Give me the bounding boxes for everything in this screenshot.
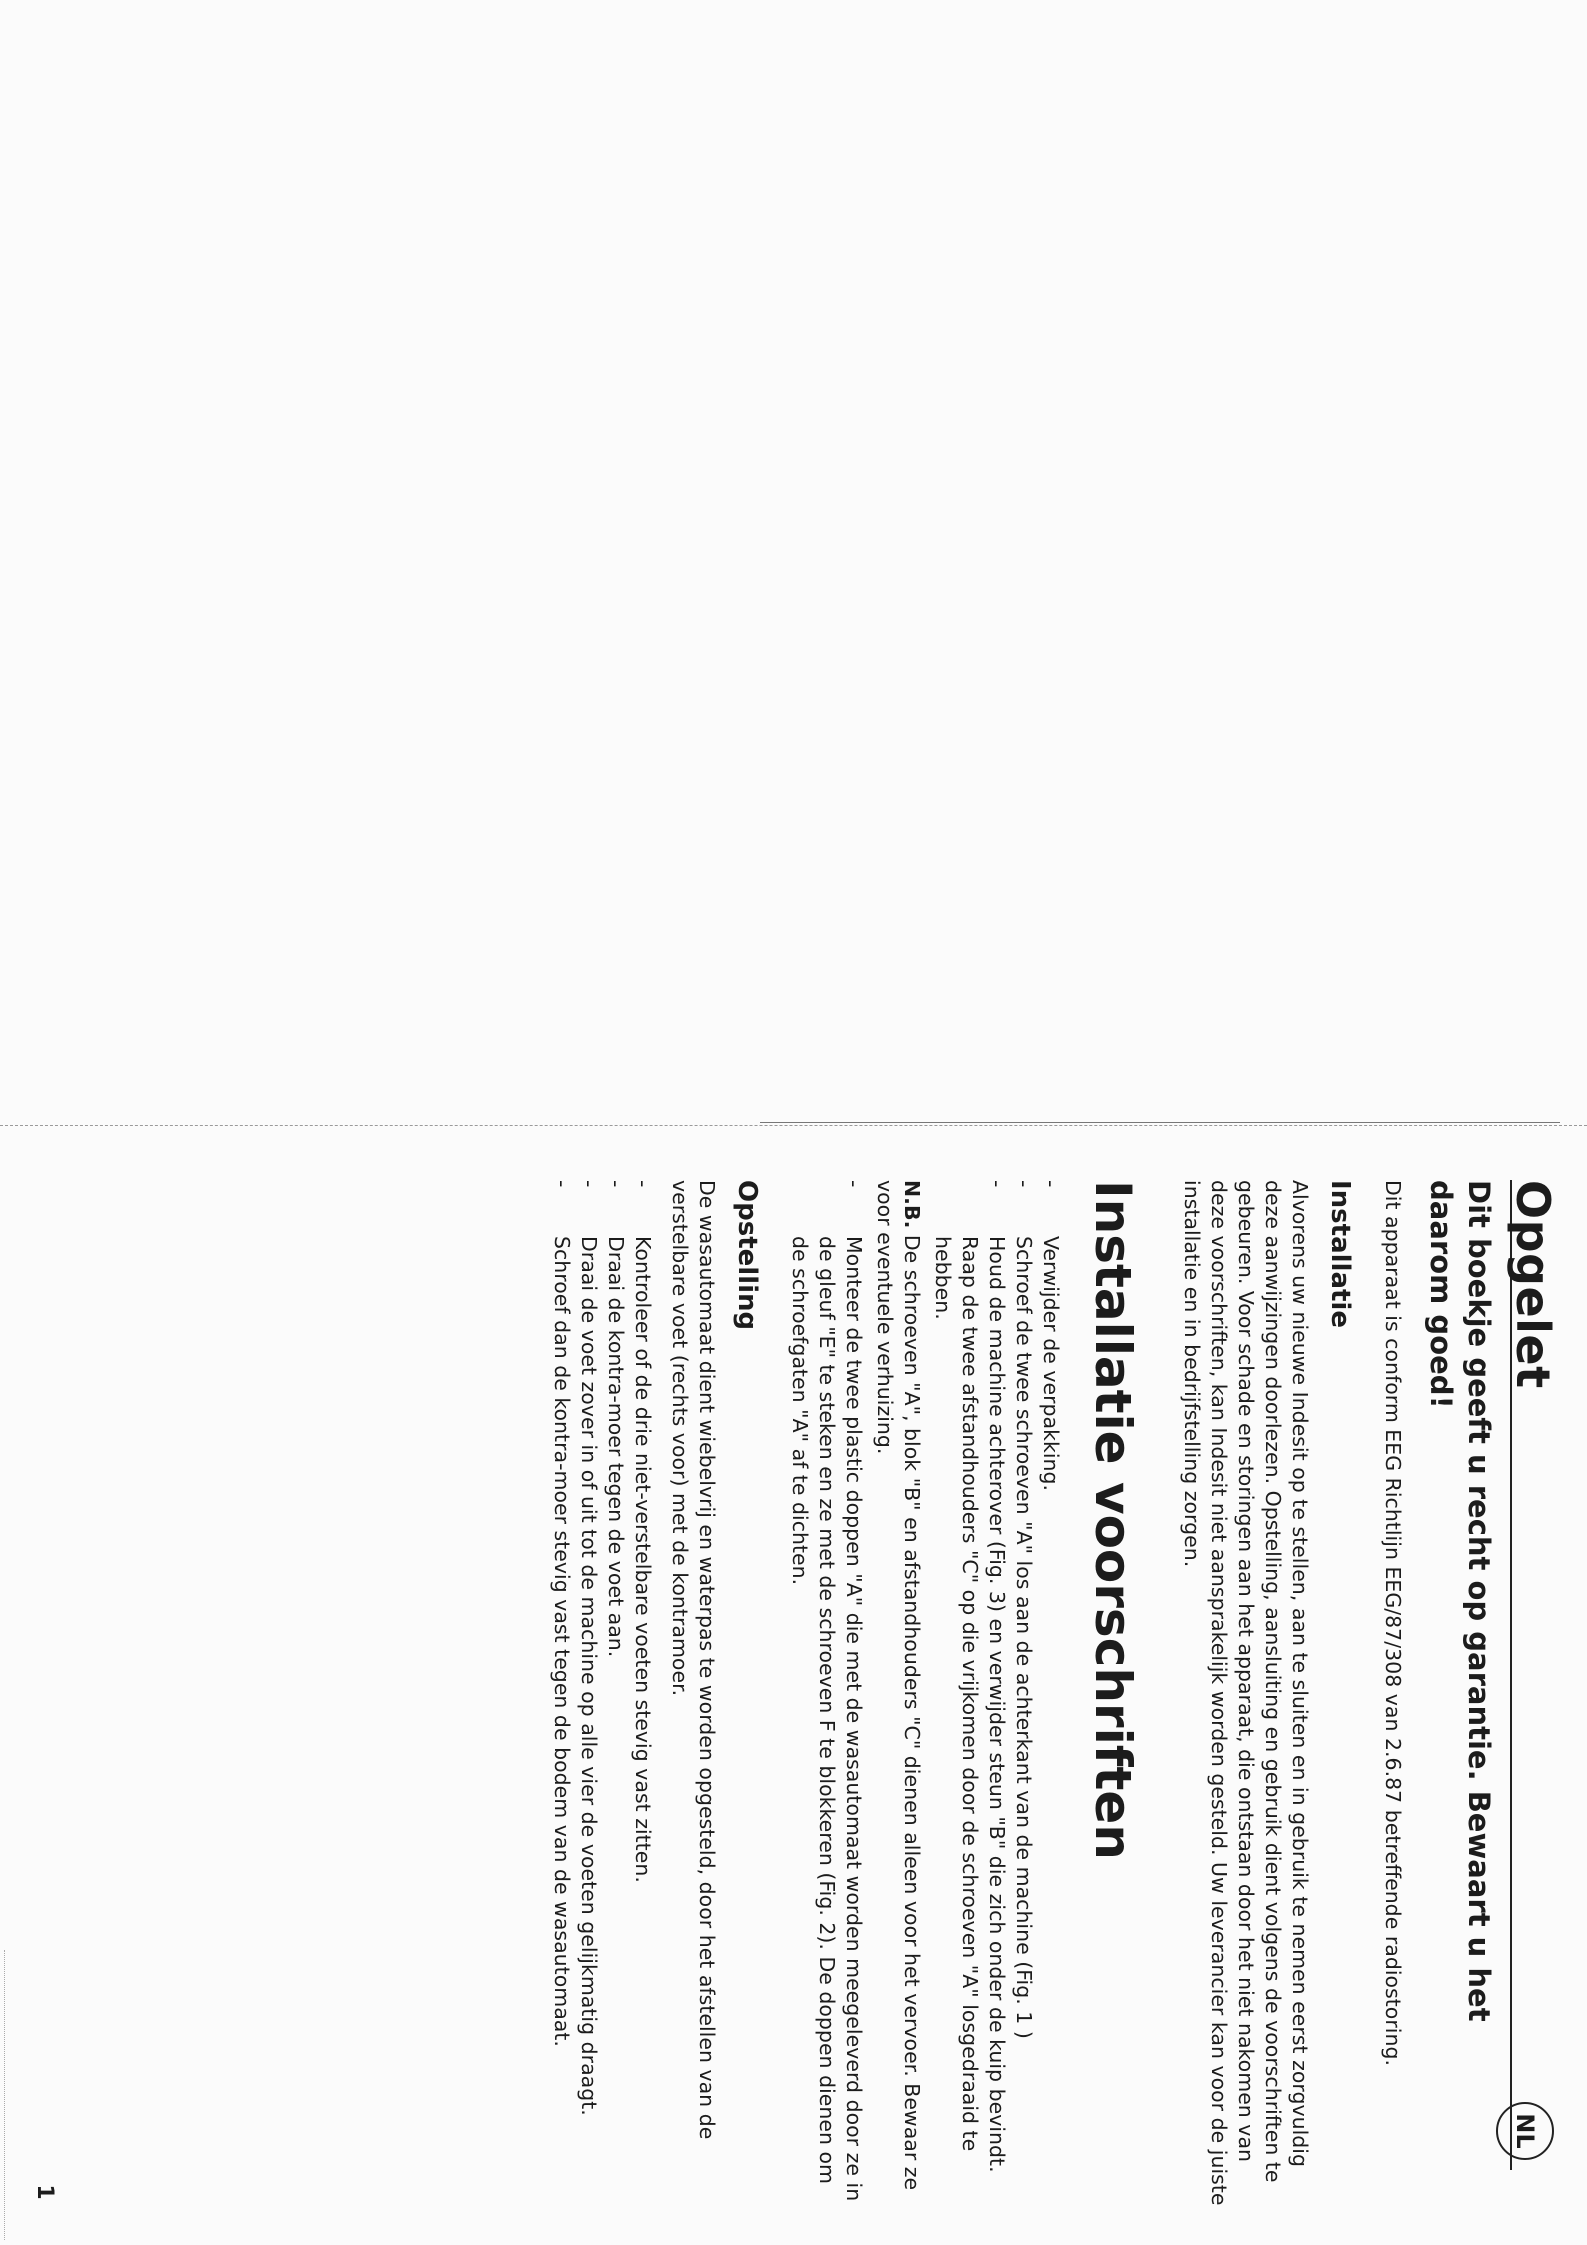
list-item: - Kontroleer of de drie niet-verstelbare voeten stevig vast zitten. [629, 1180, 656, 2210]
fold-line-upper [760, 1122, 1560, 1123]
list-item: - Verwijder de verpakking. [1037, 1180, 1064, 2210]
installatie-text: Alvorens uw nieuwe Indesit op te stellen, aan te sluiten en in gebruik te nemen eerst zorgvuldig deze aanwijzingen doorlezen. Opstelling, aansluiting en gebruik dient volgens de voorschriften te gebeuren. Voor schade en storingen aan het apparaat, die ontstaan door het niet nakomen van deze voorschriften, kan Indesit niet aansprakelijk worden gesteld. Uw leverancier kan voor de juiste installatie en in bedrijfstelling zorgen. [1180, 1180, 1312, 2206]
section-title-installatie: Installatie [1325, 1180, 1355, 1328]
language-badge: NL [1496, 2102, 1554, 2160]
nb-note [871, 1180, 925, 2210]
nb-label: N.B. [900, 1180, 924, 1229]
section-title-opstelling: Opstelling [732, 1180, 762, 1331]
list-item: - Draai de kontra-moer tegen de voet aan. [602, 1180, 629, 2210]
list-item: - Schroef dan de kontra-moer stevig vast tegen de bodem van de wasautomaat. [548, 1180, 575, 2210]
opstelling-list [548, 1180, 656, 2210]
list-item: - Houd de machine achterover (Fig. 3) en verwijder steun "B" die zich onder de kuip bevindt. Raap de twee afstandhouders "C" op die vrijkomen door de schroeven "A" losgedraaid te hebben. [929, 1180, 1010, 2210]
page-number: 1 [32, 2184, 57, 2200]
list-item: - Monteer de twee plastic doppen "A" die met de wasautomaat worden meegeleverd door ze in de gleuf "E" te steken en ze met de schroeven F te blokkeren (Fig. 2). De doppen dienen om de schroefgaten "A" af te dichten. [786, 1180, 867, 2210]
fold-line [0, 1125, 1587, 1126]
list-item: - Schroef de twee schroeven "A" los aan de achterkant van de machine (Fig. 1 ) [1010, 1180, 1037, 2210]
warranty-notice: Dit boekje geeft u recht op garantie. Bewaart u het daarom goed! [1424, 1180, 1496, 2022]
opstelling-text: De wasautomaat dient wiebelvrij en waterpas te worden opgesteld, door het afstellen van de verstelbare voet (rechts voor) met de kontramoer. [668, 1180, 719, 2140]
page-title: Opgelet [1506, 1180, 1560, 1389]
voorschriften-list [786, 1180, 1064, 2210]
conformity-text: Dit apparaat is conform EEG Richtlijn EEG/87/308 van 2.6.87 betreffende radiostoring. [1381, 1180, 1405, 2066]
nb-text: De schroeven "A", blok "B" en afstandhouders "C" dienen alleen voor het vervoer. Bewaar ze voor eventuele verhuizing. [873, 1180, 924, 2191]
section-title-voorschriften: Installatie voorschriften [1084, 1180, 1142, 1860]
list-item: - Draai de voet zover in of uit tot de machine op alle vier de voeten gelijkmatig draagt. [575, 1180, 602, 2210]
page-edge-mark [4, 1950, 5, 2240]
rotated-content [548, 1180, 1560, 2210]
